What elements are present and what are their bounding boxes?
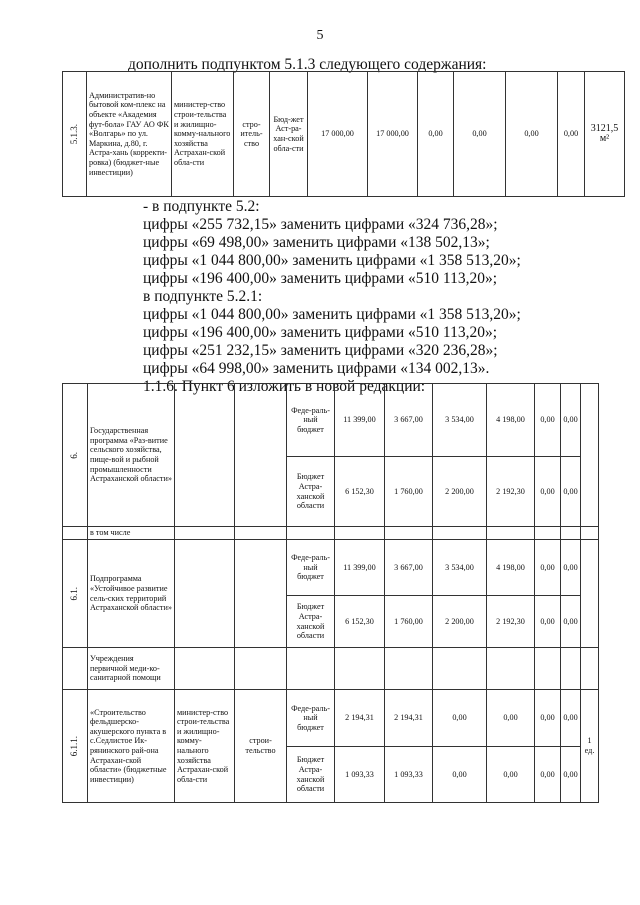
value-cell: 0,00 [535,540,561,596]
value-cell: 0,00 [433,747,487,803]
table-subpoint-5-1-3 [62,71,625,197]
text-line: цифры «69 498,00» заменить цифрами «138 502,13»; [143,234,490,251]
value-cell: 2 200,00 [433,457,487,527]
text-line: цифры «1 044 800,00» заменить цифрами «1 358 513,20»; [143,252,521,269]
value-cell: 3 534,00 [433,540,487,596]
value-cell: 4 198,00 [487,540,535,596]
executor-cell: министер-ство строи-тельства и жилищно-комму-нального хозяйства Астрахан-ской обла-сти [172,72,234,197]
funding-source-cell: Бюджет Астра-ханской области [287,747,335,803]
intro-line: дополнить подпунктом 5.1.3 следующего содержания: [128,56,487,73]
work-type-cell [235,384,287,527]
funding-source-cell: Феде-раль-ный бюджет [287,690,335,747]
executor-cell [175,540,235,648]
value-cell: 17 000,00 [308,72,368,197]
text-line: цифры «196 400,00» заменить цифрами «510 113,20»; [143,324,498,341]
value-cell: 17 000,00 [368,72,418,197]
funding-source-cell: Феде-раль-ный бюджет [287,384,335,457]
value-cell: 0,00 [558,72,585,197]
subprogram-name-cell: Подпрограмма «Устойчивое развитие сель-ских территорий Астраханской области» [88,540,175,648]
row-number-cell: 6. [63,384,88,527]
value-cell: 1 760,00 [385,596,433,648]
value-cell: 0,00 [487,690,535,747]
subheading-cell: Учреждения первичной меди-ко-санитарной помощи [88,648,175,690]
value-cell: 0,00 [433,690,487,747]
executor-cell: министер-ство строи-тельства и жилищно-комму-нального хозяйства Астрахан-ской обла-сти [175,690,235,803]
program-name-cell: Государственная программа «Раз-витие сельского хозяйства, пище-вой и рыбной промышленности Астраханской области» [88,384,175,527]
value-cell: 0,00 [535,690,561,747]
capacity-cell [581,384,599,527]
text-line: цифры «1 044 800,00» заменить цифрами «1 358 513,20»; [143,306,521,323]
work-type-cell: строи-тельство [235,690,287,803]
value-cell: 2 200,00 [433,596,487,648]
value-cell: 2 192,30 [487,596,535,648]
value-cell: 0,00 [454,72,506,197]
value-cell: 0,00 [561,540,581,596]
value-cell: 6 152,30 [335,457,385,527]
table-row [63,648,599,690]
row-number-cell: 6.1.1. [63,690,88,803]
capacity-cell: 1 ед. [581,690,599,803]
value-cell: 2 194,31 [335,690,385,747]
value-cell: 0,00 [561,457,581,527]
text-line: цифры «251 232,15» заменить цифрами «320 236,28»; [143,342,498,359]
subheading-cell: в том числе [88,527,175,540]
value-cell: 1 093,33 [335,747,385,803]
value-cell: 0,00 [561,384,581,457]
value-cell: 3 667,00 [385,540,433,596]
executor-cell [175,384,235,527]
value-cell: 4 198,00 [487,384,535,457]
empty-cell [63,648,88,690]
value-cell: 0,00 [487,747,535,803]
value-cell: 0,00 [535,457,561,527]
value-cell: 0,00 [535,596,561,648]
text-line: цифры «255 732,15» заменить цифрами «324 736,28»; [143,216,498,233]
object-name-cell: Административ-но бытовой ком-плекс на объекте «Академия фут-бола» ГАУ АО ФК «Волгарь» по ул. Маркина, д.80, г. Астра-хань (корректи-ровка) (бюджет-ные инвестиции) [87,72,172,197]
table-row [63,384,599,457]
funding-source-cell: Бюджет Астра-ханской области [287,596,335,648]
value-cell: 2 192,30 [487,457,535,527]
work-type-cell: стро-итель-ство [234,72,270,197]
value-cell: 0,00 [561,747,581,803]
table-point-6 [62,383,599,803]
value-cell: 1 093,33 [385,747,433,803]
value-cell: 11 399,00 [335,384,385,457]
value-cell: 3 667,00 [385,384,433,457]
text-line: 1.1.6. Пункт 6 изложить в новой редакции: [143,378,426,395]
value-cell: 0,00 [561,690,581,747]
value-cell: 1 760,00 [385,457,433,527]
text-line: цифры «64 998,00» заменить цифрами «134 002,13». [143,360,490,377]
empty-cell [63,527,88,540]
value-cell: 0,00 [418,72,454,197]
object-name-cell: «Строительство фельдшерско-акушерского пункта в с.Седлистое Ик-рянинского рай-она Астрахан-ской области» (бюджетные инвестиции) [88,690,175,803]
value-cell: 0,00 [561,596,581,648]
value-cell: 0,00 [535,747,561,803]
value-cell: 3 534,00 [433,384,487,457]
value-cell: 0,00 [535,384,561,457]
capacity-cell [581,540,599,648]
value-cell: 2 194,31 [385,690,433,747]
table-row [63,527,599,540]
funding-source-cell: Феде-раль-ный бюджет [287,540,335,596]
table-row [63,540,599,596]
text-line: цифры «196 400,00» заменить цифрами «510 113,20»; [143,270,498,287]
row-number-cell: 5.1.3. [63,72,87,197]
page-number: 5 [316,28,324,43]
text-line: в подпункте 5.2.1: [143,288,263,305]
value-cell: 11 399,00 [335,540,385,596]
funding-source-cell: Бюджет Астра-ханской области [287,457,335,527]
table-row [63,690,599,747]
text-line: - в подпункте 5.2: [143,198,260,215]
row-number-cell: 6.1. [63,540,88,648]
table-row [63,72,625,197]
work-type-cell [235,540,287,648]
capacity-cell: 3121,5 м² [585,72,625,197]
value-cell: 0,00 [506,72,558,197]
value-cell: 6 152,30 [335,596,385,648]
funding-source-cell: Бюд-жет Аст-ра-хан-ской обла-сти [270,72,308,197]
